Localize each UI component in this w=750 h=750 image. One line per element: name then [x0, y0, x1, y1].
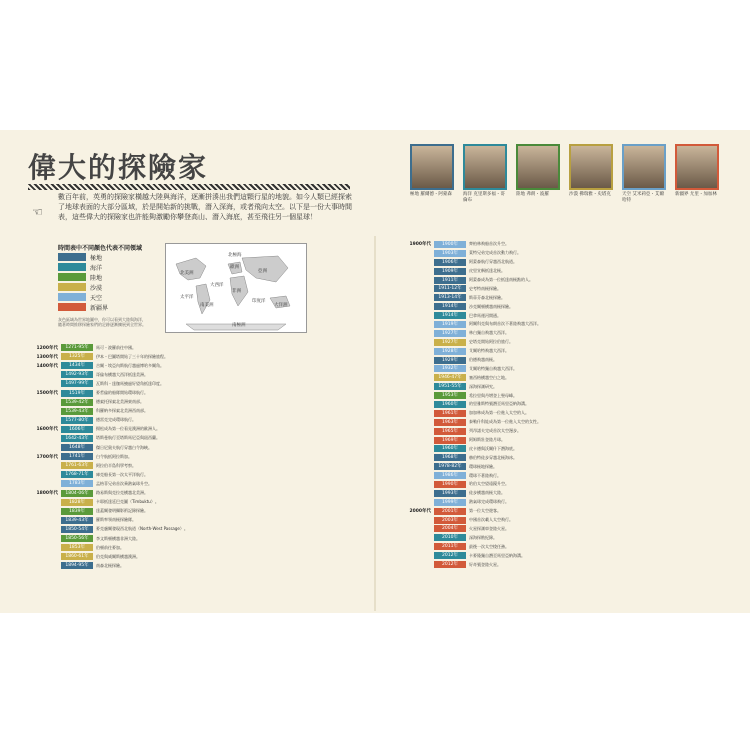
timeline-row [395, 400, 735, 409]
event-description: 赫伯特徒步穿越北極海冰。 [469, 454, 517, 460]
event-description: 阿拉伯半島科學考察。 [96, 462, 136, 468]
event-description: 最後一次太空梭任務。 [469, 543, 509, 549]
year-box: 2004年 [434, 525, 466, 532]
event-description: 齊柏林飛船首次升空。 [469, 241, 509, 247]
century-label: 1600年代 [36, 427, 58, 433]
year-box: 1960年 [434, 445, 466, 452]
timeline-row [395, 373, 735, 382]
timeline-row [395, 320, 735, 329]
year-box: 1539-42年 [61, 399, 93, 406]
portrait-frame [622, 144, 666, 190]
portrait-caption: 天空 艾米莉亞・艾爾哈特 [622, 192, 664, 203]
legend-item [58, 262, 108, 272]
timeline-row [395, 560, 735, 569]
century-label: 2000年代 [409, 509, 431, 515]
timeline-row [395, 293, 735, 302]
event-description: 皮卡德與沃爾什下潛海底。 [469, 445, 517, 451]
event-description: 哈伯太空望遠鏡升空。 [469, 481, 509, 487]
explorer-portrait [622, 144, 666, 204]
timeline-row [22, 561, 362, 570]
event-description: 深海探勘紀錄。 [469, 534, 497, 540]
timeline-row [395, 498, 735, 507]
century-label: 1500年代 [36, 391, 58, 397]
map-label: 大西洋 [210, 283, 224, 288]
timeline-row [22, 452, 362, 461]
year-box: 1946-47年 [434, 374, 466, 381]
year-box: 1960年 [434, 401, 466, 408]
legend-swatch [58, 263, 86, 271]
timeline-row [22, 461, 362, 470]
event-description: 希拉里與丹增登上聖母峰。 [469, 392, 517, 398]
event-description: 阿蒙森航行穿越西北航道。 [469, 259, 517, 265]
year-box: 1913-14年 [434, 294, 466, 301]
map-label: 南美洲 [200, 303, 214, 308]
year-box: 1761-63年 [61, 462, 93, 469]
event-description: 萊特兄弟完成首次動力飛行。 [469, 250, 521, 256]
timeline-row [395, 302, 735, 311]
century-label: 1700年代 [36, 454, 58, 460]
event-description: 傑日尼奧夫航行穿越白令海峽。 [96, 444, 152, 450]
legend-swatch [58, 273, 86, 281]
event-description: 科羅納多探索北美洲西南部。 [96, 408, 148, 414]
title-underline [28, 184, 350, 190]
event-description: 庫克船長第一次太平洋航行。 [96, 471, 148, 477]
event-description: 李文斯頓橫越非洲大陸。 [96, 535, 140, 541]
event-description: 德雷克完成環球航行。 [96, 417, 136, 423]
portrait-photo [677, 146, 717, 188]
timeline-row [395, 284, 735, 293]
year-box: 1906年 [434, 259, 466, 266]
event-description: 林白獨自飛越大西洋。 [469, 330, 509, 336]
timeline-row [22, 407, 362, 416]
year-box: 1642-43年 [61, 435, 93, 442]
pointing-hand-icon: ☜ [32, 205, 43, 219]
year-box: 1953年 [434, 392, 466, 399]
event-description: 艾爾哈特獨自飛越大西洋。 [469, 365, 517, 371]
explorer-portrait [463, 144, 507, 204]
timeline-row [22, 388, 362, 397]
timeline-row [395, 444, 735, 453]
legend-title: 時間表中不同顏色代表不同領域 [58, 245, 143, 252]
legend-swatch [58, 283, 86, 291]
year-box: 1909年 [434, 268, 466, 275]
timeline-left [22, 343, 362, 570]
map-label: 南極洲 [232, 323, 246, 328]
header-band [0, 0, 750, 106]
century-label: 1300年代 [36, 354, 58, 360]
timeline-row [395, 418, 735, 427]
event-description: 白令航抵阿拉斯加。 [96, 453, 132, 459]
legend-swatch [58, 303, 86, 311]
year-box: 1978-82年 [434, 463, 466, 470]
event-description: 巴拿馬運河開通。 [469, 312, 501, 318]
year-box: 1929年 [434, 357, 466, 364]
event-description: 伯頓前往麥加。 [96, 544, 124, 550]
year-box: 1894-95年 [61, 562, 93, 569]
legend-label: 陸地 [90, 274, 103, 282]
timeline-row [395, 436, 735, 445]
timeline-row [22, 470, 362, 479]
timeline-row [22, 361, 362, 370]
year-box: 1951-55年 [434, 383, 466, 390]
event-description: 中國首次載人太空飛行。 [469, 517, 513, 523]
event-description: 伯德飛越南極。 [469, 357, 497, 363]
year-box: 1850-56年 [61, 535, 93, 542]
portrait-caption: 沙漠 佛瑞雅・史塔克 [569, 192, 611, 197]
timeline-row [22, 352, 362, 361]
year-box: 1853年 [61, 544, 93, 551]
map-label: 歐洲 [230, 265, 239, 270]
timeline-row [395, 551, 735, 560]
event-description: 熱氣球完成環球飛行。 [469, 499, 509, 505]
year-box: 1271-95年 [61, 344, 93, 351]
timeline-row [395, 507, 735, 516]
map-label: 非洲 [232, 289, 241, 294]
timeline-row [395, 516, 735, 525]
year-box: 1850-54年 [61, 526, 93, 533]
century-label: 1200年代 [36, 345, 58, 351]
timeline-row [22, 543, 362, 552]
map-label: 亞洲 [258, 269, 267, 274]
timeline-row [22, 516, 362, 525]
legend-item [58, 282, 108, 292]
year-box: 1497-99年 [61, 380, 93, 387]
portrait-frame [516, 144, 560, 190]
portrait-photo [624, 146, 664, 188]
timeline-row [395, 533, 735, 542]
event-description: 伊本・巴圖塔開始了三十年的探險旅程。 [96, 353, 168, 359]
portrait-caption: 海洋 克里斯多福・哥倫布 [463, 192, 505, 203]
event-description: 路易斯與克拉克橫越北美洲。 [96, 490, 148, 496]
timeline-row [395, 329, 735, 338]
year-box: 1783年 [61, 480, 93, 487]
year-box: 1932年 [434, 365, 466, 372]
year-box: 1860-61年 [61, 553, 93, 560]
timeline-row [395, 276, 735, 285]
year-box: 1927年 [434, 339, 466, 346]
legend-swatch [58, 253, 86, 261]
century-label: 1400年代 [36, 363, 58, 369]
portrait-photo [518, 146, 558, 188]
portrait-caption: 極地 羅爾德・阿蒙森 [410, 192, 452, 197]
timeline-row [395, 409, 735, 418]
event-description: 加加林成為第一位進入太空的人。 [469, 410, 529, 416]
event-description: 阿姆斯壯登陸月球。 [469, 437, 505, 443]
legend-item [58, 252, 108, 262]
event-description: 羅斯率領南極探險隊。 [96, 517, 136, 523]
year-box: 1914年 [434, 312, 466, 319]
portrait-photo [571, 146, 611, 188]
year-box: 1993年 [434, 490, 466, 497]
timeline-row [22, 534, 362, 543]
legend [58, 252, 108, 312]
year-box: 2001年 [434, 508, 466, 515]
year-box: 1969年 [434, 437, 466, 444]
event-description: 卡麥隆獨自潛至馬里亞納海溝。 [469, 552, 525, 558]
year-box: 1928年 [434, 348, 466, 355]
year-box: 2012年 [434, 561, 466, 568]
year-box: 1648年 [61, 444, 93, 451]
event-description: 環球不著陸飛行。 [469, 472, 501, 478]
year-box: 1519年 [61, 390, 93, 397]
year-box: 1768-71年 [61, 471, 93, 478]
world-map [165, 243, 307, 333]
event-description: 阿爾科克與布朗首次不著陸飛越大西洋。 [469, 321, 541, 327]
year-box: 1919年 [434, 321, 466, 328]
timeline-row [395, 356, 735, 365]
legend-label: 天空 [90, 294, 103, 302]
explorer-portrait [516, 144, 560, 198]
timeline-row [395, 391, 735, 400]
timeline-row [395, 471, 735, 480]
year-box: 1927年 [434, 330, 466, 337]
event-description: 麥哲倫的船隊開始環球航行。 [96, 390, 148, 396]
map-note: 灰色區域為世界地圖中，你可以看到大陸與海洋，隨著時間推移探險家們的足跡逐漸擴展到全世界。 [58, 317, 146, 327]
event-description: 揚松成為第一位看見澳洲的歐洲人。 [96, 426, 160, 432]
event-description: 深海探測研究。 [469, 383, 497, 389]
event-description: 好奇號登陸火星。 [469, 561, 501, 567]
event-description: 吉爾・埃亞內斯航行越過博哈多爾角。 [96, 362, 164, 368]
timeline-row [22, 443, 362, 452]
timeline-row [395, 311, 735, 320]
year-box: 1900年 [434, 241, 466, 248]
event-description: 伯克與威爾斯橫越澳洲。 [96, 553, 140, 559]
year-box: 1990年 [434, 481, 466, 488]
event-description: 環球極地探險。 [469, 463, 497, 469]
event-description: 列昂諾夫完成首次太空漫步。 [469, 428, 521, 434]
timeline-row [395, 453, 735, 462]
explorer-portrait [675, 144, 719, 198]
event-description: 史考特南極探險。 [469, 285, 501, 291]
timeline-row [22, 552, 362, 561]
event-description: 塔斯曼航行至塔斯馬尼亞與紐西蘭。 [96, 435, 160, 441]
portrait-photo [412, 146, 452, 188]
page-gutter [374, 236, 376, 611]
timeline-row [395, 338, 735, 347]
timeline-row [22, 379, 362, 388]
timeline-row [395, 542, 735, 551]
year-box: 1968年 [434, 454, 466, 461]
page-title: 偉大的探險家 [28, 151, 209, 184]
portrait-frame [410, 144, 454, 190]
year-box: 1839-43年 [61, 517, 93, 524]
map-label: 北美洲 [180, 271, 194, 276]
year-box: 1914年 [434, 303, 466, 310]
timeline-row [22, 525, 362, 534]
portrait-frame [675, 144, 719, 190]
map-label: 北極海 [228, 253, 242, 258]
event-description: 沙克爾頓橫越南極探險。 [469, 303, 513, 309]
event-description: 馬可・波羅前往中國。 [96, 344, 136, 350]
year-box: 2010年 [434, 534, 466, 541]
event-description: 南森北極探險。 [96, 562, 124, 568]
legend-label: 新疆界 [90, 304, 109, 312]
timeline-row [395, 249, 735, 258]
century-label: 1800年代 [36, 491, 58, 497]
event-description: 德索托探索北美洲東南部。 [96, 399, 144, 405]
timeline-row [395, 525, 735, 534]
timeline-row [22, 489, 362, 498]
timeline-row [22, 398, 362, 407]
timeline-right [395, 240, 735, 569]
timeline-row [395, 480, 735, 489]
event-description: 卡耶抵達廷巴克圖（Timbuktu）。 [96, 499, 159, 505]
event-description: 皮里宣稱抵達北極。 [469, 268, 505, 274]
timeline-row [395, 382, 735, 391]
timeline-row [395, 462, 735, 471]
year-box: 1911年 [434, 277, 466, 284]
portrait-frame [463, 144, 507, 190]
timeline-row [395, 240, 735, 249]
explorer-portrait [569, 144, 613, 198]
year-box: 2003年 [434, 517, 466, 524]
map-label: 大洋洲 [274, 303, 288, 308]
year-box: 1492-93年 [61, 371, 93, 378]
timeline-row [395, 489, 735, 498]
timeline-row [22, 498, 362, 507]
year-box: 2011年 [434, 543, 466, 550]
event-description: 火星探測車登陸火星。 [469, 525, 509, 531]
year-box: 1986年 [434, 472, 466, 479]
event-description: 麥克盧爾發現西北航道（North-West Passage）。 [96, 526, 188, 532]
event-description: 斯蒂芬森北極探險。 [469, 294, 505, 300]
year-box: 1577-80年 [61, 417, 93, 424]
legend-label: 極地 [90, 254, 103, 262]
legend-item [58, 292, 108, 302]
timeline-row [22, 507, 362, 516]
event-description: 阿蒙森成為第一位抵達南極點的人。 [469, 277, 533, 282]
event-description: 達蓋爾發明攝影術記錄探險。 [96, 508, 148, 514]
year-box: 1741年 [61, 453, 93, 460]
year-box: 1999年 [434, 499, 466, 506]
portrait-photo [465, 146, 505, 188]
timeline-row [22, 434, 362, 443]
year-box: 1903年 [434, 250, 466, 257]
year-box: 1963年 [434, 419, 466, 426]
event-description: 第一位太空遊客。 [469, 508, 501, 514]
portrait-caption: 新疆界 尤里・加加林 [675, 192, 717, 197]
year-box: 2012年 [434, 552, 466, 559]
year-box: 1434年 [61, 362, 93, 369]
portrait-row [410, 144, 730, 230]
event-description: 塞西格橫越空白之地。 [469, 374, 509, 380]
year-box: 1911-12年 [434, 285, 466, 292]
timeline-row [22, 343, 362, 352]
year-box: 1606年 [61, 426, 93, 433]
year-box: 1828年 [61, 499, 93, 506]
legend-swatch [58, 293, 86, 301]
event-description: 哥倫布橫越大西洋抵達美洲。 [96, 371, 148, 377]
event-description: 艾爾哈特飛越大西洋。 [469, 348, 509, 354]
event-description: 史塔克開始阿拉伯旅行。 [469, 339, 513, 345]
year-box: 1804-06年 [61, 490, 93, 497]
timeline-row [22, 425, 362, 434]
portrait-caption: 陸地 弗朗・波羅 [516, 192, 549, 197]
timeline-row [395, 347, 735, 356]
year-box: 1839年 [61, 508, 93, 515]
year-box: 1965年 [434, 428, 466, 435]
timeline-row [395, 364, 735, 373]
legend-label: 海洋 [90, 264, 103, 272]
event-description: 的里雅斯特號潛至馬里亞納海溝。 [469, 401, 529, 407]
event-description: 泰勒什科娃成為第一位進入太空的女性。 [469, 419, 541, 425]
timeline-row [395, 267, 735, 276]
year-box: 1539-43年 [61, 408, 93, 415]
year-box: 1325年 [61, 353, 93, 360]
century-label: 1900年代 [409, 242, 431, 248]
map-label: 印度洋 [252, 299, 266, 304]
timeline-row [22, 479, 362, 488]
map-label: 太平洋 [180, 295, 194, 300]
event-description: 孟格菲兄弟首次乘熱氣球升空。 [96, 480, 152, 486]
intro-text: 數百年前，英勇的探險家橫越大陸與海洋，逐漸拼湊出我們這顆行星的地貌。如今人類已經探索了地球表面的大部分區域，於是開始新的挑戰，潛入深海，或者飛向太空。以下是一份大事時間表，這些偉大的探險家也許能夠激勵你攀登高山、潛入海底，甚至飛往另一個星球！ [58, 193, 352, 221]
legend-item [58, 302, 108, 312]
legend-item [58, 272, 108, 282]
explorer-portrait [410, 144, 454, 198]
event-description: 徒步橫越南極大陸。 [469, 490, 505, 496]
legend-label: 沙漠 [90, 284, 103, 292]
timeline-row [22, 370, 362, 379]
year-box: 1961年 [434, 410, 466, 417]
event-description: 瓦斯科・達伽馬繞過好望角抵達印度。 [96, 380, 164, 386]
timeline-row [22, 416, 362, 425]
timeline-row [395, 427, 735, 436]
timeline-row [395, 258, 735, 267]
portrait-frame [569, 144, 613, 190]
